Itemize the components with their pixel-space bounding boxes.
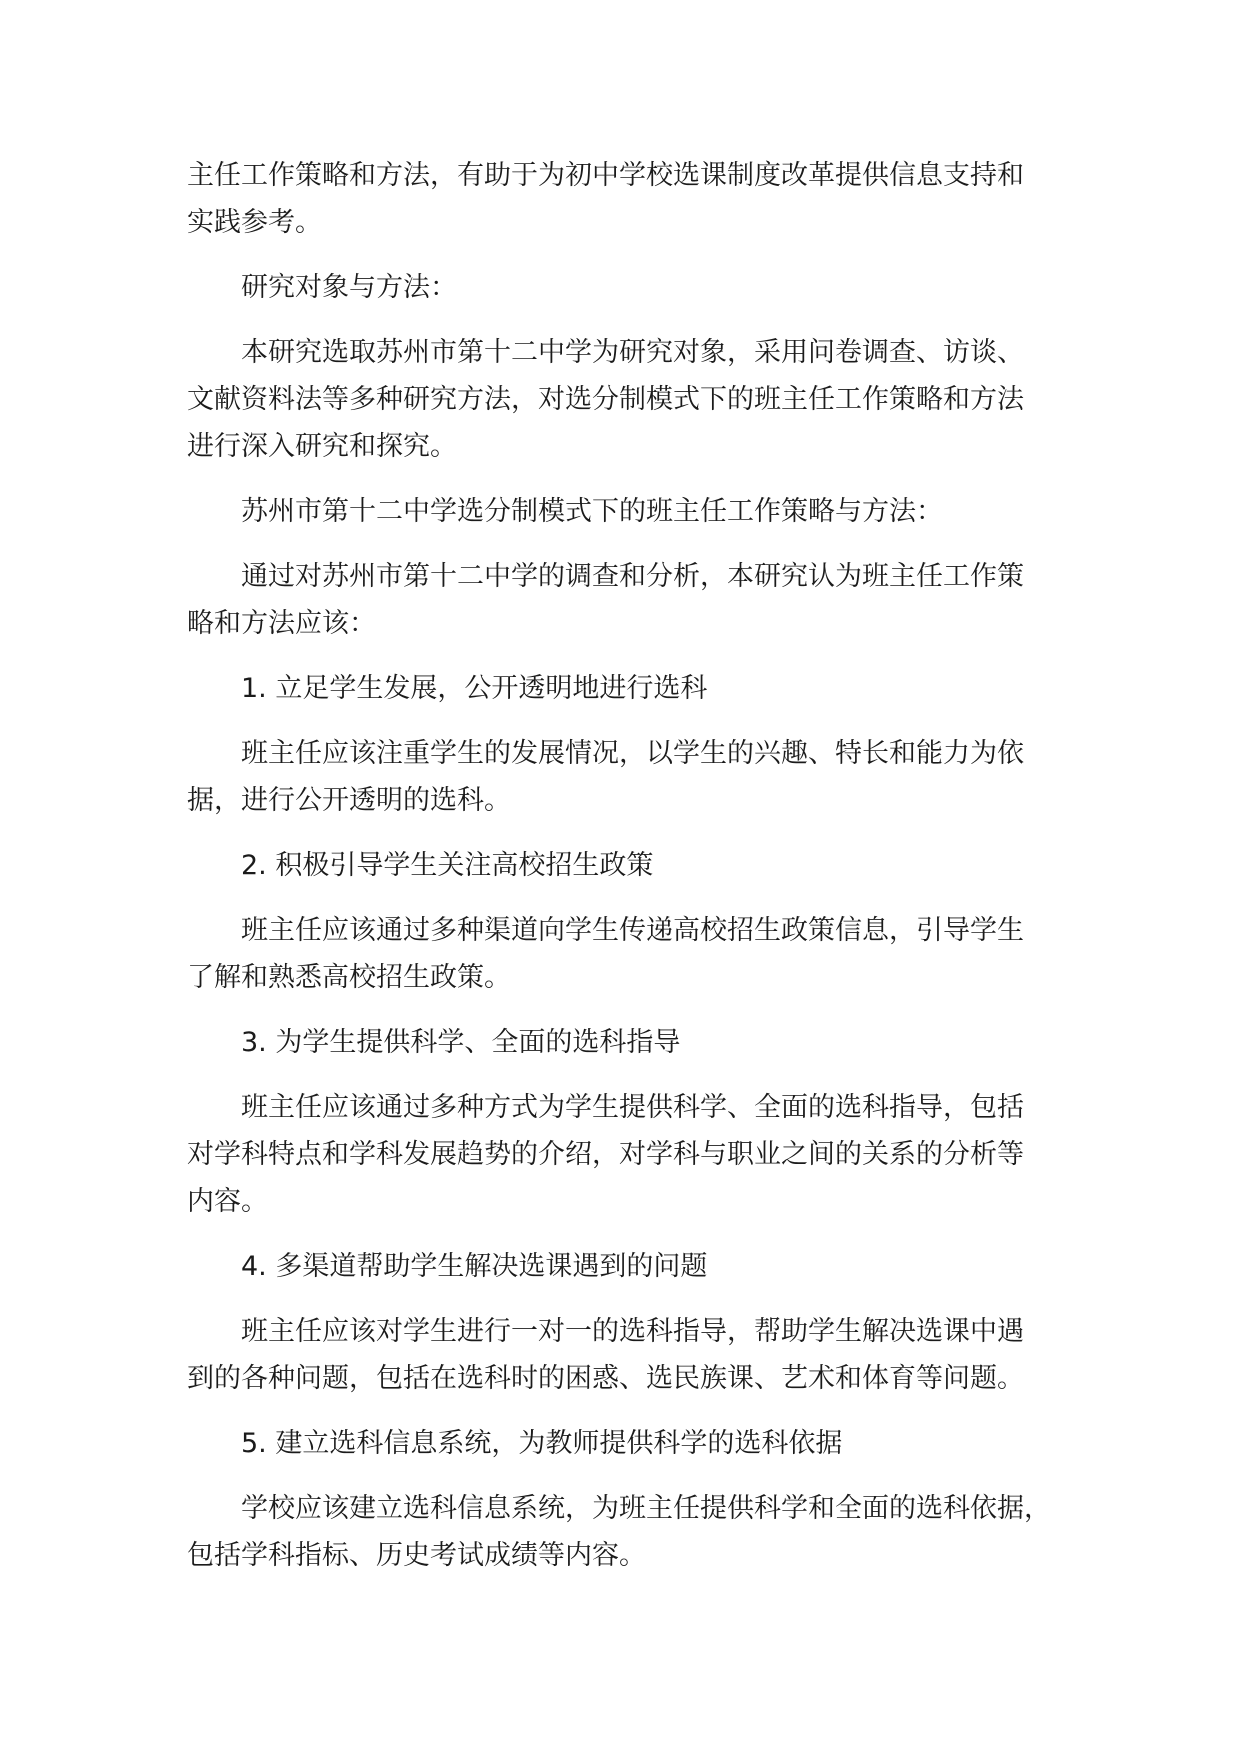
item-4-heading [187,1243,1091,1290]
text-line: 学校应该建立选科信息系统，为班主任提供科学和全面的选科依据， [241,1493,1051,1524]
text-line: 文献资料法等多种研究方法，对选分制模式下的班主任工作策略和方法 [187,384,1024,415]
text-line: 班主任应该通过多种方式为学生提供科学、全面的选科指导，包括 [241,1092,1024,1123]
text-line: 略和方法应该： [187,608,376,639]
text-line: 班主任应该对学生进行一对一的选科指导，帮助学生解决选课中遇 [241,1316,1024,1347]
text-line: 包括学科指标、历史考试成绩等内容。 [187,1540,646,1571]
text-line: 1. 立足学生发展，公开透明地进行选科 [241,673,708,704]
item-5-body [187,1485,1091,1579]
text-line: 2. 积极引导学生关注高校招生政策 [241,850,654,881]
text-line: 了解和熟悉高校招生政策。 [187,962,511,993]
item-1-heading [187,665,1091,712]
item-2-heading [187,842,1091,889]
text-line: 进行深入研究和探究。 [187,431,457,462]
text-line: 3. 为学生提供科学、全面的选科指导 [241,1027,681,1058]
item-4-body [187,1308,1091,1402]
item-2-body [187,907,1091,1001]
paragraph-analysis-intro [187,553,1091,647]
item-5-heading [187,1420,1091,1467]
text-line: 本研究选取苏州市第十二中学为研究对象，采用问卷调查、访谈、 [241,337,1024,368]
text-line: 4. 多渠道帮助学生解决选课遇到的问题 [241,1251,708,1282]
item-3-body [187,1084,1091,1225]
text-line: 主任工作策略和方法，有助于为初中学校选课制度改革提供信息支持和 [187,160,1024,191]
text-line: 5. 建立选科信息系统，为教师提供科学的选科依据 [241,1428,843,1459]
text-line: 内容。 [187,1186,268,1217]
text-line: 对学科特点和学科发展趋势的介绍，对学科与职业之间的关系的分析等 [187,1139,1024,1170]
text-line: 研究对象与方法： [241,272,457,303]
text-line: 到的各种问题，包括在选科时的困惑、选民族课、艺术和体育等问题。 [187,1363,1024,1394]
text-line: 班主任应该通过多种渠道向学生传递高校招生政策信息，引导学生 [241,915,1024,946]
heading-strategies [187,488,1091,535]
text-line: 据，进行公开透明的选科。 [187,785,511,816]
item-1-body [187,730,1091,824]
heading-research-subjects-methods [187,264,1091,311]
text-line: 通过对苏州市第十二中学的调查和分析，本研究认为班主任工作策 [241,561,1024,592]
text-line: 班主任应该注重学生的发展情况，以学生的兴趣、特长和能力为依 [241,738,1024,769]
text-line: 实践参考。 [187,207,322,238]
paragraph-research-methods [187,329,1091,470]
continued-paragraph [187,152,1091,246]
text-line: 苏州市第十二中学选分制模式下的班主任工作策略与方法： [241,496,943,527]
item-3-heading [187,1019,1091,1066]
